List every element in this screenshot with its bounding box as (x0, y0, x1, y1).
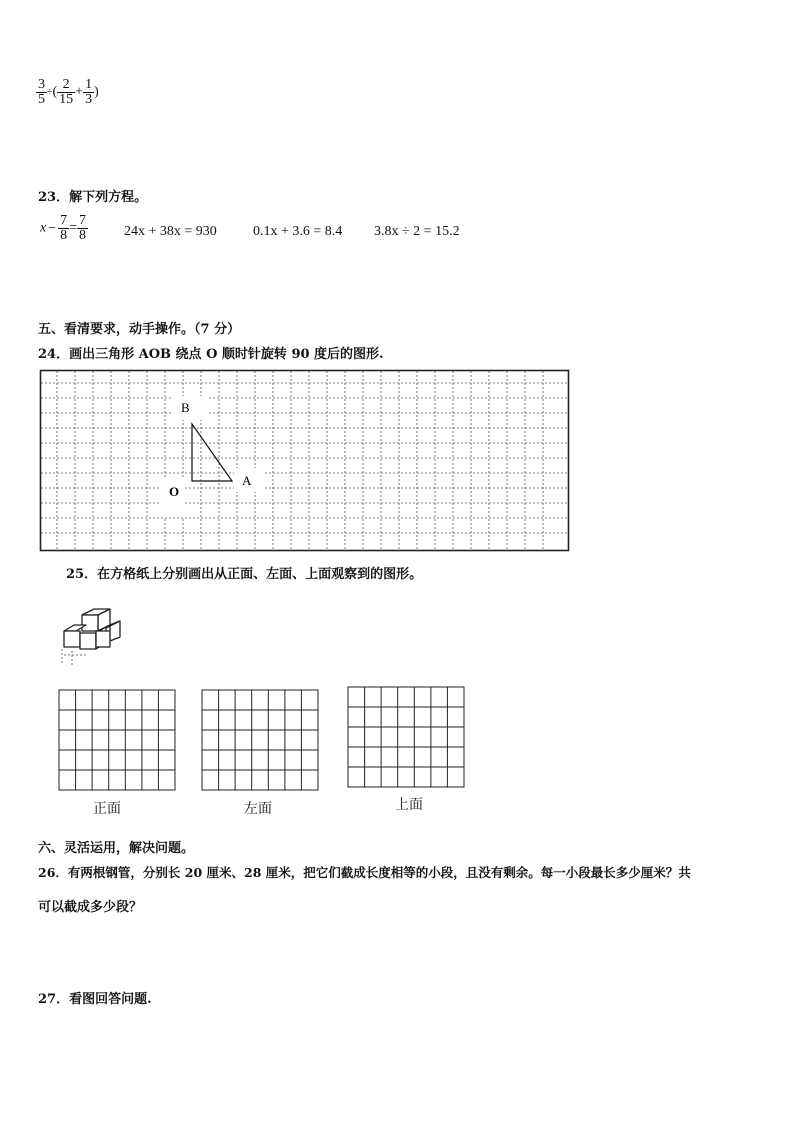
q27-title: 27．看图回答问题. (38, 992, 152, 1007)
q26-line-1: 26．有两根钢管，分别长 20 厘米、28 厘米，把它们截成长度相等的小段，且没有剩余。每一小段最长多少厘米？共 (38, 865, 691, 880)
triangle-aob (192, 424, 232, 481)
point-b-label: B (181, 400, 190, 415)
q26-line-2: 可以截成多少段？ (38, 900, 143, 915)
top-expression (36, 78, 99, 107)
front-view-label: 正面 (93, 800, 121, 816)
fraction: $\frac{7}{8}$ (79, 213, 87, 243)
left-view-label: 左面 (244, 800, 272, 816)
fraction: $\frac{7}{8}$ (60, 213, 68, 243)
q24-title: 24．画出三角形 AOB 绕点 O 顺时针旋转 90 度后的图形. (38, 347, 384, 362)
fraction: $\frac{2}{15}$ (59, 77, 74, 107)
section-6-title: 六、灵活运用，解决问题。 (38, 841, 195, 856)
fraction: $\frac{1}{3}$ (85, 77, 93, 107)
q23-title: 23．解下列方程。 (38, 190, 148, 205)
point-a-label: A (242, 473, 252, 488)
dashed-grid (41, 371, 567, 549)
equation-1: x − $\frac{7}{8}$ = $\frac{7}{8}$ (40, 213, 87, 243)
cube-stack-figure (56, 605, 136, 667)
top-view-grid[interactable] (347, 686, 466, 789)
paren: ( (52, 84, 58, 100)
operator: ÷ (47, 87, 53, 98)
operator: + (75, 84, 84, 100)
top-view-label: 上面 (395, 796, 423, 812)
left-view-grid[interactable] (201, 689, 320, 792)
equation-3: 0.1x + 3.6 = 8.4 (253, 224, 343, 239)
rotation-grid (39, 369, 571, 553)
equation-4: 3.8x ÷ 2 = 15.2 (374, 224, 460, 239)
paren: ) (94, 84, 99, 100)
fraction: $\frac{3}{5}$ (38, 77, 45, 107)
q25-title: 25．在方格纸上分别画出从正面、左面、上面观察到的图形。 (66, 567, 423, 582)
point-o-label: O (169, 484, 180, 499)
front-view-grid[interactable] (58, 689, 177, 792)
section-5-title: 五、看清要求，动手操作。（7 分） (38, 322, 241, 337)
equation-2: 24x + 38x = 930 (124, 224, 217, 239)
